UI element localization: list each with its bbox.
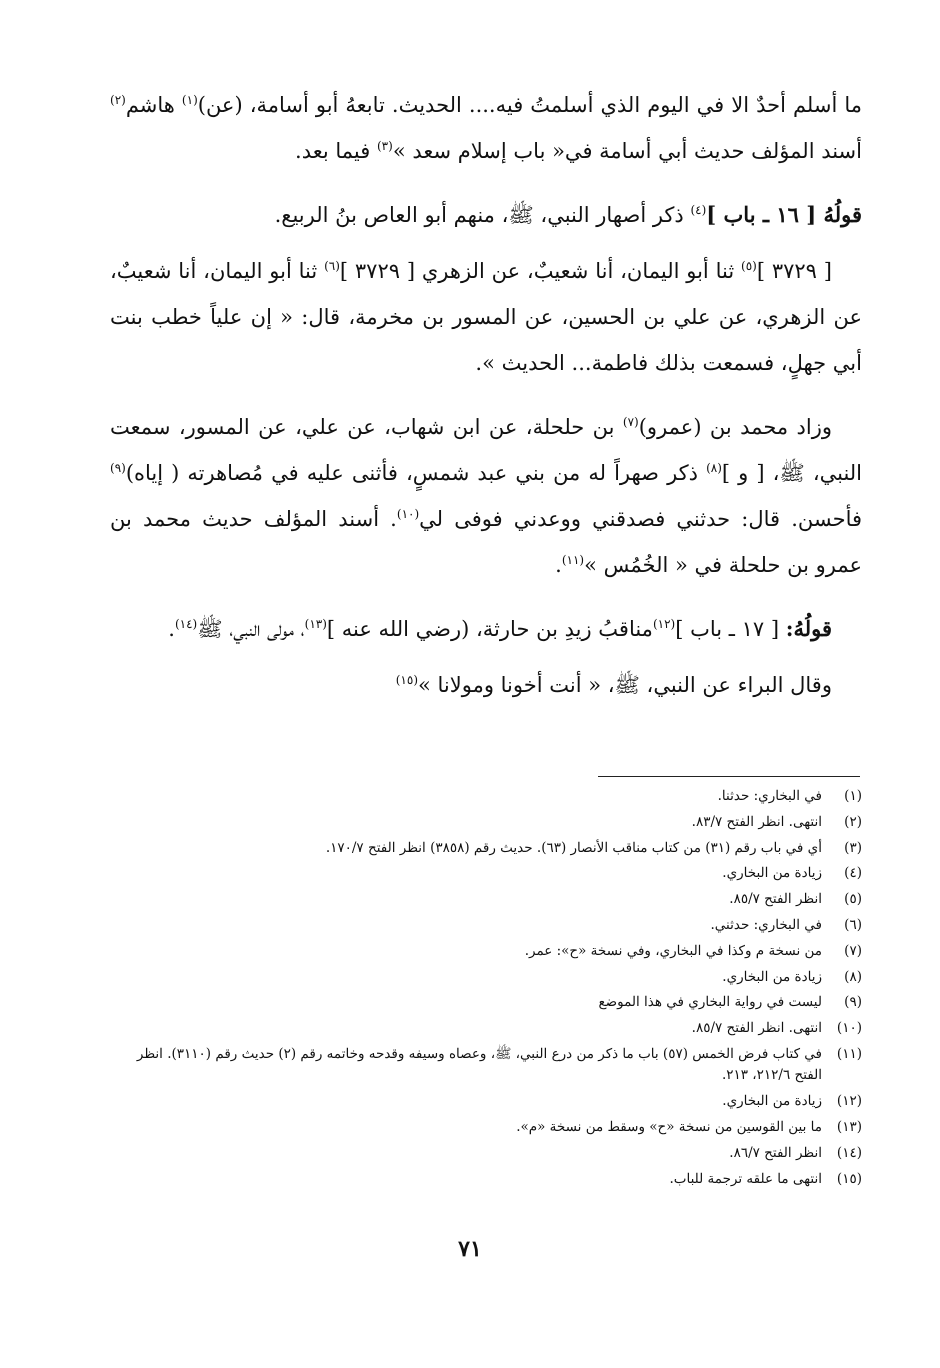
text-run: ذكر أصهار النبي، ﷺ، منهم أبو العاص بنُ الربيع.	[274, 203, 691, 227]
footnote-text: في البخاري: حدثنا.	[717, 788, 822, 804]
paragraph	[110, 82, 862, 174]
footnote-text: زيادة من البخاري.	[722, 1093, 822, 1110]
text-run: .	[168, 617, 175, 641]
paragraph	[110, 192, 862, 238]
footnote	[120, 967, 862, 989]
footnote-number: (٦)	[844, 916, 862, 933]
footnote-number: (٨)	[844, 968, 862, 985]
footnote-ref: (١٣)	[304, 617, 327, 631]
footnote-ref: (٣)	[376, 139, 393, 153]
footnote-text: انتهى ما علقه ترجمة للباب.	[669, 1170, 822, 1187]
text-run: [ ٣٧٢٩ ]	[756, 259, 832, 283]
text-run: ، مولى النبي، ﷺ	[197, 617, 305, 641]
footnote-number: (١٤)	[836, 1144, 862, 1161]
section-heading: قولُهُ:	[785, 616, 832, 641]
footnote	[120, 1169, 862, 1191]
footnote-ref: (١٠)	[396, 507, 420, 521]
footnote	[120, 863, 862, 885]
footnote-ref: (٢)	[110, 93, 126, 107]
footnote-ref: (٧)	[622, 415, 639, 429]
footnote-text: زيادة من البخاري.	[722, 968, 822, 985]
footnote-ref: (١)	[181, 93, 198, 107]
footnote-text: في كتاب فرض الخمس (٥٧) باب ما ذكر من درع النبي، ﷺ، وعصاه وسيفه وقدحه وخاتمه رقم (٢) حديث رقم (٣١١٠). انظر الفتح ٢١٢/٦، ٢١٣.	[136, 1045, 822, 1084]
footnote	[120, 1091, 862, 1113]
section-heading: قولُهُ [ ١٦ ـ باب ]	[706, 202, 862, 227]
footnote-ref: (١٤)	[174, 617, 198, 631]
footnote-number: (٥)	[844, 891, 862, 908]
text-run: فيما بعد.	[295, 139, 377, 163]
footnote-number: (٩)	[844, 994, 862, 1011]
footnote-text: من نسخة م وكذا في البخاري، وفي نسخة «ح»: عمر.	[524, 942, 822, 959]
text-run: وقال البراء عن النبي، ﷺ، « أنت أخونا ومولانا »	[418, 673, 832, 697]
footnote-ref: (١٢)	[652, 617, 676, 631]
footnotes	[120, 786, 862, 1194]
footnote-ref: (١١)	[561, 553, 585, 567]
footnote	[120, 1143, 862, 1165]
footnote-ref: (٤)	[690, 203, 707, 217]
footnote	[120, 1044, 862, 1087]
footnote	[120, 786, 862, 808]
footnote-text: أي في باب رقم (٣١) من كتاب مناقب الأنصار (٦٣). حديث رقم (٣٨٥٨) انظر الفتح ١٧٠/٧.	[325, 839, 822, 856]
footnote-number: (١١)	[836, 1045, 862, 1062]
footnote-ref: (٦)	[324, 259, 340, 273]
footnote-text: انتهى. انظر الفتح ٨٥/٧.	[691, 1020, 822, 1037]
footnote-number: (٢)	[844, 813, 862, 830]
text-run: . أسند المؤلف حديث محمد بن عمرو بن حلحلة في « الخُمُس »	[110, 507, 862, 577]
paragraph	[110, 606, 862, 652]
text-run: فأحسن. قال: حدثني فصدقني ووعدني فوفى لي	[419, 507, 863, 531]
text-run: ثنا أبو اليمان، أنا شعيبٌ، عن الزهري [ ٣٧٢٩ ]	[339, 259, 741, 283]
footnote-text: في البخاري: حدثني.	[710, 916, 822, 933]
footnote-text: ما بين القوسين من نسخة «ح» وسقط من نسخة «م».	[516, 1119, 822, 1136]
footnote-divider	[598, 776, 860, 777]
text-run: .	[555, 553, 562, 577]
footnote-number: (١٠)	[836, 1020, 862, 1037]
footnote	[120, 812, 862, 834]
footnote-number: (١٢)	[836, 1093, 862, 1110]
text-run: ذكر صهراً له من بني عبد شمسٍ، فأثنى عليه في مُصاهرته ( إياه)	[125, 461, 707, 485]
main-text	[110, 82, 862, 708]
footnote	[120, 941, 862, 963]
footnote-number: (١)	[844, 788, 862, 804]
paragraph	[110, 662, 862, 708]
footnote	[120, 915, 862, 937]
footnote-number: (٧)	[844, 942, 862, 959]
footnote-ref: (٩)	[110, 461, 126, 475]
text-run: ثنا أبو اليمان، أنا شعيبٌ، عن الزهري، عن علي بن الحسين، عن المسور بن مخرمة، قال: « إن علياً خطب بنت أبي جهلٍ، فسمعت بذلك فاطمة... الحديث ».	[110, 259, 862, 375]
paragraph	[110, 404, 862, 588]
footnote	[120, 838, 862, 860]
text-run: أسند المؤلف حديث أبي أسامة في« باب إسلام سعد »	[392, 139, 862, 163]
footnote-number: (١٥)	[836, 1170, 862, 1187]
footnote-text: انتهى. انظر الفتح ٨٣/٧.	[691, 813, 822, 830]
footnote-text: ليست في رواية البخاري في هذا الموضع	[598, 994, 822, 1011]
footnote	[120, 992, 862, 1014]
footnote-ref: (٥)	[741, 259, 757, 273]
footnote-ref: (٨)	[706, 461, 722, 475]
footnote	[120, 1018, 862, 1040]
footnote-text: انظر الفتح ٨٦/٧.	[729, 1144, 822, 1161]
footnote-number: (٣)	[844, 839, 862, 856]
footnote-text: زيادة من البخاري.	[722, 865, 822, 882]
paragraph	[110, 248, 862, 386]
footnote-ref: (١٥)	[395, 673, 418, 687]
text-run: ما أسلم أحدٌ الا في اليوم الذي أسلمتُ فيه.... الحديث. تابعهُ أبو أسامة، (عن)	[197, 93, 862, 117]
text-run: [ ١٧ ـ باب ]	[675, 617, 786, 641]
footnote	[120, 1117, 862, 1139]
footnote	[120, 889, 862, 911]
text-run: هاشم	[125, 93, 182, 117]
footnote-text: انظر الفتح ٨٥/٧.	[729, 891, 822, 908]
footnote-number: (٤)	[844, 865, 862, 882]
footnote-number: (١٣)	[836, 1119, 862, 1136]
text-run: مناقبُ زيدِ بن حارثة، (رضي الله عنه ]	[326, 617, 653, 641]
text-run: بن حلحلة، عن ابن شهاب، عن علي، عن المسور، سمعت النبي، ﷺ، [ و ]	[110, 415, 863, 485]
text-run: وزاد محمد بن (عمرو)	[638, 415, 832, 439]
page-number: ٧١	[458, 1236, 482, 1262]
